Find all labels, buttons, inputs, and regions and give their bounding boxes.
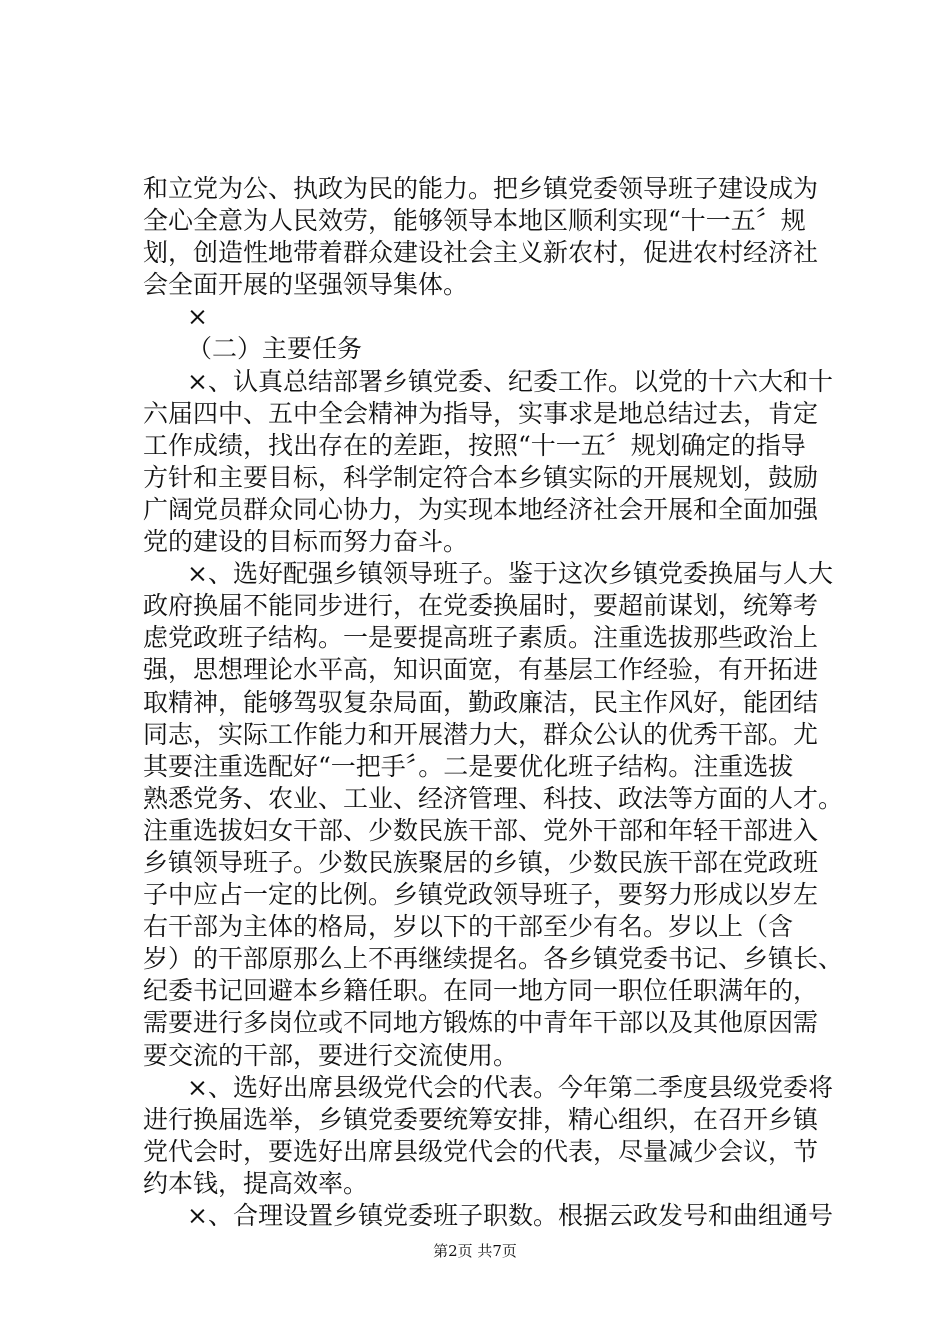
text-line: 六届四中、五中全会精神为指导，实事求是地总结过去，肯定: [143, 398, 819, 428]
text-line: 熟悉党务、农业、工业、经济管理、科技、政法等方面的人才。: [143, 783, 844, 813]
text-line: 右干部为主体的格局，岁以下的干部至少有名。岁以上（含: [143, 912, 794, 942]
text-line: ×、选好出席县级党代会的代表。今年第二季度县级党委将: [187, 1072, 833, 1102]
text-line: 党代会时，要选好出席县级党代会的代表，尽量减少会议，节: [143, 1136, 819, 1166]
text-line: 需要进行多岗位或不同地方锻炼的中青年干部以及其他原因需: [143, 1008, 819, 1038]
text-line: 工作成绩，找出存在的差距，按照“十一五〞规划确定的指导: [143, 430, 806, 460]
text-line: 方针和主要目标，科学制定符合本乡镇实际的开展规划，鼓励: [143, 462, 819, 492]
text-line: 会全面开展的坚强领导集体。: [143, 270, 469, 300]
text-line: 取精神，能够驾驭复杂局面，勤政廉洁，民主作风好，能团结: [143, 687, 819, 717]
page-number: 第2页 共7页: [433, 1242, 517, 1260]
text-line: 强，思想理论水平高，知识面宽，有基层工作经验，有开拓进: [143, 655, 819, 685]
section-heading: （二）主要任务: [187, 334, 363, 364]
text-line: 虑党政班子结构。一是要提高班子素质。注重选拔那些政治上: [143, 623, 819, 653]
text-line: 全心全意为人民效劳，能够领导本地区顺利实现“十一五〞规: [143, 206, 806, 236]
text-line: 进行换届选举，乡镇党委要统筹安排，精心组织，在召开乡镇: [143, 1104, 819, 1134]
text-line: 划，创造性地带着群众建设社会主义新农村，促进农村经济社: [143, 238, 819, 268]
text-line: ×: [187, 302, 208, 332]
text-line: 注重选拔妇女干部、少数民族干部、党外干部和年轻干部进入: [143, 815, 819, 845]
text-line: 约本钱，提高效率。: [143, 1168, 369, 1198]
text-line: 和立党为公、执政为民的能力。把乡镇党委领导班子建设成为: [143, 174, 819, 203]
text-line: 同志，实际工作能力和开展潜力大，群众公认的优秀干部。尤: [143, 719, 819, 749]
text-line: 乡镇领导班子。少数民族聚居的乡镇，少数民族干部在党政班: [143, 847, 819, 877]
text-line: 政府换届不能同步进行，在党委换届时，要超前谋划，统筹考: [143, 591, 819, 621]
text-line: ×、选好配强乡镇领导班子。鉴于这次乡镇党委换届与人大: [187, 559, 833, 589]
text-line: 纪委书记回避本乡籍任职。在同一地方同一职位任职满年的，: [143, 976, 819, 1006]
text-line: 其要注重选配好“一把手〞。二是要优化班子结构。注重选拔: [143, 751, 794, 781]
text-line: 子中应占一定的比例。乡镇党政领导班子，要努力形成以岁左: [143, 880, 819, 910]
text-line: ×、认真总结部署乡镇党委、纪委工作。以党的十六大和十: [187, 366, 833, 396]
text-line: 党的建设的目标而努力奋斗。: [143, 527, 469, 557]
text-line: 岁）的干部原那么上不再继续提名。各乡镇党委书记、乡镇长、: [143, 944, 844, 974]
text-line: 广阔党员群众同心协力，为实现本地经济社会开展和全面加强: [143, 494, 819, 524]
text-line: 要交流的干部，要进行交流使用。: [143, 1040, 519, 1070]
text-line: ×、合理设置乡镇党委班子职数。根据云政发号和曲组通号: [187, 1201, 833, 1230]
body-text: [143, 173, 843, 1232]
